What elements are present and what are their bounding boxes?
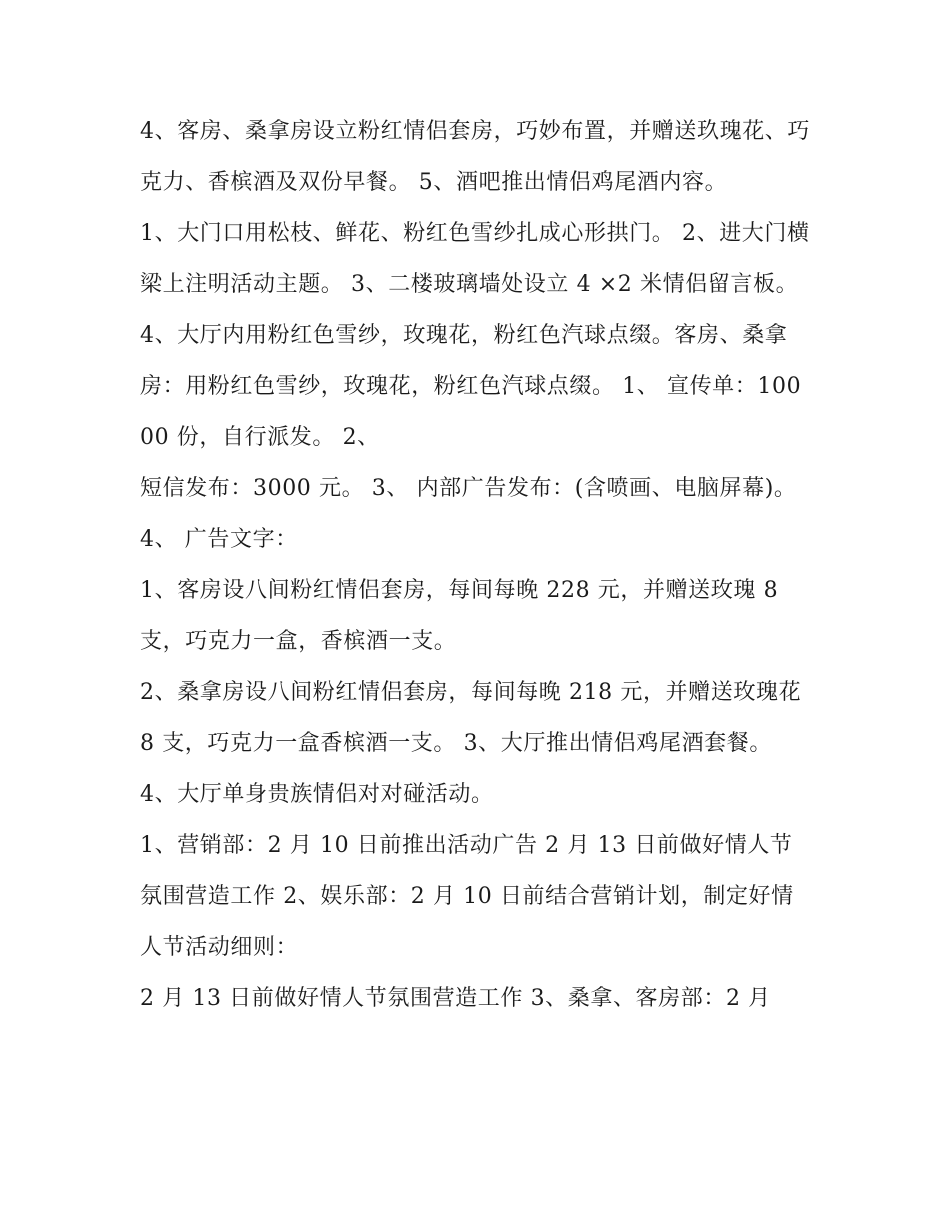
- paragraph-advertising: 短信发布：3000 元。 3、 内部广告发布：(含喷画、电脑屏幕)。 4、 广告文字：: [140, 476, 797, 552]
- paragraph-hall-decoration: 4、大厅内用粉红色雪纱，玫瑰花，粉红色汽球点缀。客房、桑拿房：用粉红色雪纱，玫瑰花，粉红色汽球点缀。 1、 宣传单：10000 份，自行派发。 2、: [140, 323, 802, 450]
- document-body: [140, 106, 810, 1024]
- paragraph-guest-room-offer: 1、客房设八间粉红情侣套房，每间每晚 228 元，并赠送玫瑰 8 支，巧克力一盒，香槟酒一支。: [140, 578, 779, 654]
- paragraph-department-tasks: 1、营销部：2 月 10 日前推出活动广告 2 月 13 日前做好情人节氛围营造工作 2、娱乐部：2 月 10 日前结合营销计划，制定好情人节活动细则：: [140, 833, 794, 960]
- paragraph-room-decoration: 4、客房、桑拿房设立粉红情侣套房，巧妙布置，并赠送玖瑰花、巧克力、香槟酒及双份早餐。 5、酒吧推出情侣鸡尾酒内容。: [140, 119, 810, 195]
- paragraph-schedule: 2 月 13 日前做好情人节氛围营造工作 3、桑拿、客房部：2 月: [140, 986, 771, 1011]
- paragraph-entrance-decoration: 1、大门口用松枝、鲜花、粉红色雪纱扎成心形拱门。 2、进大门横梁上注明活动主题。 3、二楼玻璃墙处设立 4 ×2 米情侣留言板。: [140, 221, 810, 297]
- paragraph-sauna-offer: 2、桑拿房设八间粉红情侣套房，每间每晚 218 元，并赠送玫瑰花 8 支，巧克力一盒香槟酒一支。 3、大厅推出情侣鸡尾酒套餐。 4、大厅单身贵族情侣对对碰活动。: [140, 680, 802, 807]
